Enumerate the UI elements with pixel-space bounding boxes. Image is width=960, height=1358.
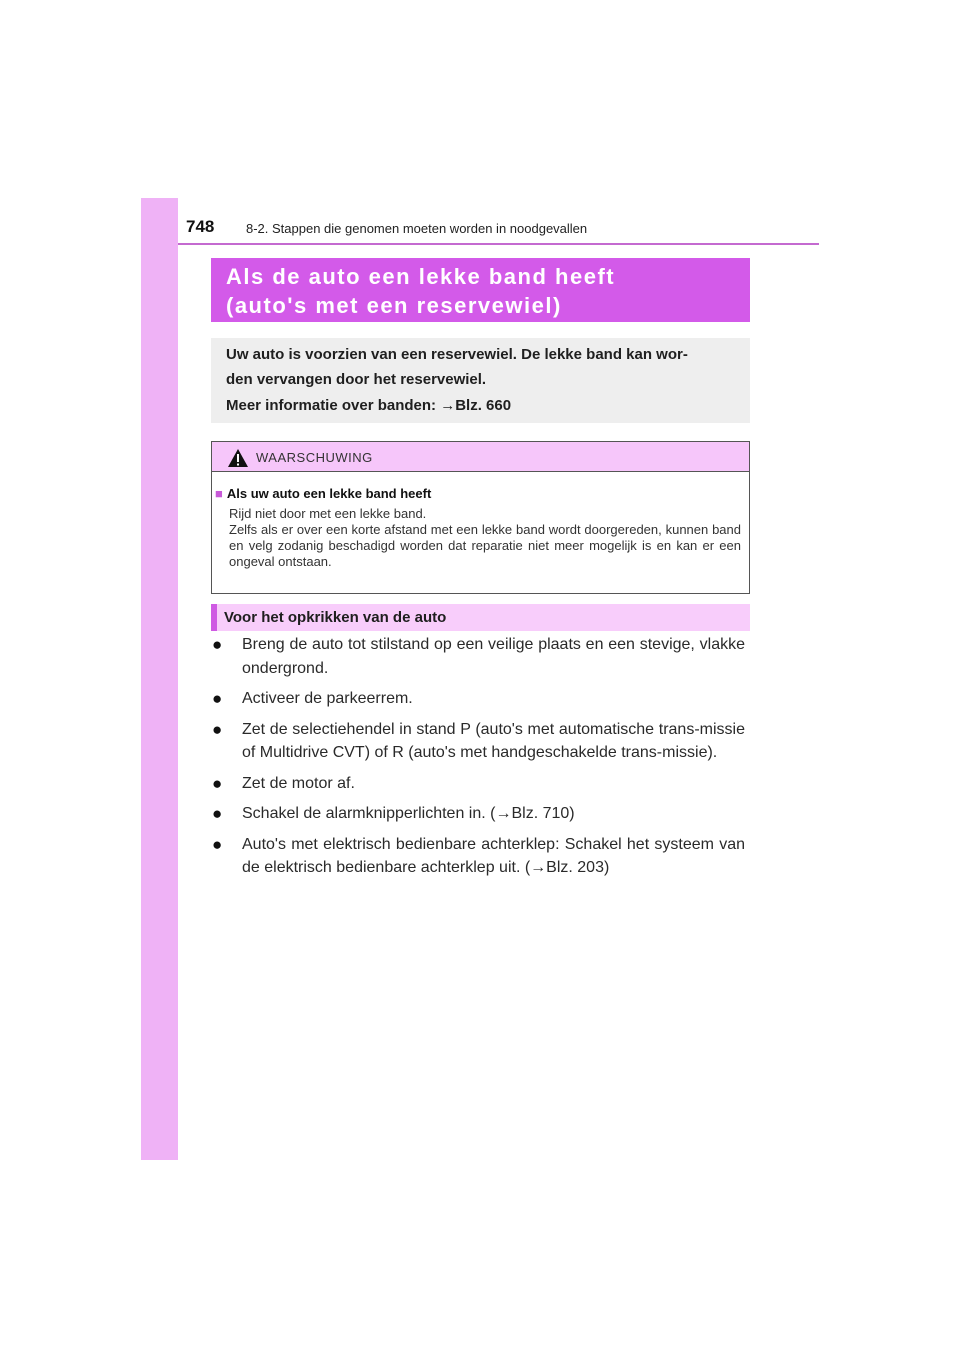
intro-line-2: den vervangen door het reservewiel.: [226, 371, 487, 388]
warning-box: [211, 441, 750, 594]
section-title-box: [211, 258, 750, 322]
list-item-text: Schakel de alarmknipperlichten in. (→Blz. 710): [242, 805, 575, 822]
intro-box: [211, 338, 750, 423]
intro-line-1: Uw auto is voorzien van een reservewiel. De lekke band kan wor-: [226, 346, 688, 363]
warning-label: WAARSCHUWING: [256, 450, 373, 465]
bullet-dot-icon: ●: [212, 834, 223, 854]
step-list: [212, 633, 745, 887]
page-number: 748: [186, 217, 215, 236]
subsection-title: Voor het opkrikken van de auto: [224, 609, 447, 626]
bullet-dot-icon: ●: [212, 689, 223, 708]
subsection-accent-bar: [211, 604, 217, 631]
list-item-text: Activeer de parkeerrem.: [242, 690, 413, 707]
square-bullet-icon: ■: [215, 486, 223, 501]
bullet-dot-icon: ●: [212, 804, 223, 823]
list-item: [212, 772, 745, 796]
section-title-line1: Als de auto een lekke band heeft: [226, 264, 616, 289]
bullet-dot-icon: ●: [212, 635, 223, 654]
chapter-title: 8-2. Stappen die genomen moeten worden in noodgevallen: [246, 221, 588, 236]
warning-body: [229, 506, 741, 570]
chapter-sidebar-tab: [141, 198, 178, 1160]
list-item-text: Zet de selectiehendel in stand P (auto's met automatische trans-missie of Multidrive CVT) of R (auto's met handgeschakelde trans-missie).: [242, 720, 745, 761]
section-title-line2: (auto's met een reservewiel): [226, 293, 562, 318]
list-item: [212, 718, 745, 765]
bullet-dot-icon: ●: [212, 719, 223, 739]
warning-subheading: [215, 486, 431, 501]
warning-triangle-icon: [227, 448, 249, 468]
warning-subheading-text: Als uw auto een lekke band heeft: [226, 486, 432, 501]
subsection-heading: [211, 604, 750, 631]
bullet-dot-icon: ●: [212, 773, 223, 793]
list-item: [212, 833, 745, 880]
list-item-text: Zet de motor af.: [242, 774, 355, 792]
list-item: [212, 687, 745, 711]
list-item-text: Auto's met elektrisch bedienbare achterklep: Schakel het systeem van de elektrisch bedienbare achterklep uit. (→Blz. 203): [242, 835, 745, 876]
list-item: [212, 633, 745, 680]
warning-text-2: Zelfs als er over een korte afstand met een lekke band wordt doorgereden, kunnen band en velg zodanig beschadigd worden dat reparatie niet meer mogelijk is en kan er een ongeval ontstaan.: [229, 522, 741, 569]
list-item: [212, 802, 745, 826]
list-item-text: Breng de auto tot stilstand op een veilige plaats en een stevige, vlakke ondergrond.: [242, 636, 745, 677]
intro-line-3: Meer informatie over banden: →Blz. 660: [226, 397, 512, 414]
header-divider: [178, 243, 819, 245]
warning-text-1: Rijd niet door met een lekke band.: [229, 506, 427, 521]
section-title: [226, 262, 615, 320]
warning-header: [212, 442, 749, 472]
